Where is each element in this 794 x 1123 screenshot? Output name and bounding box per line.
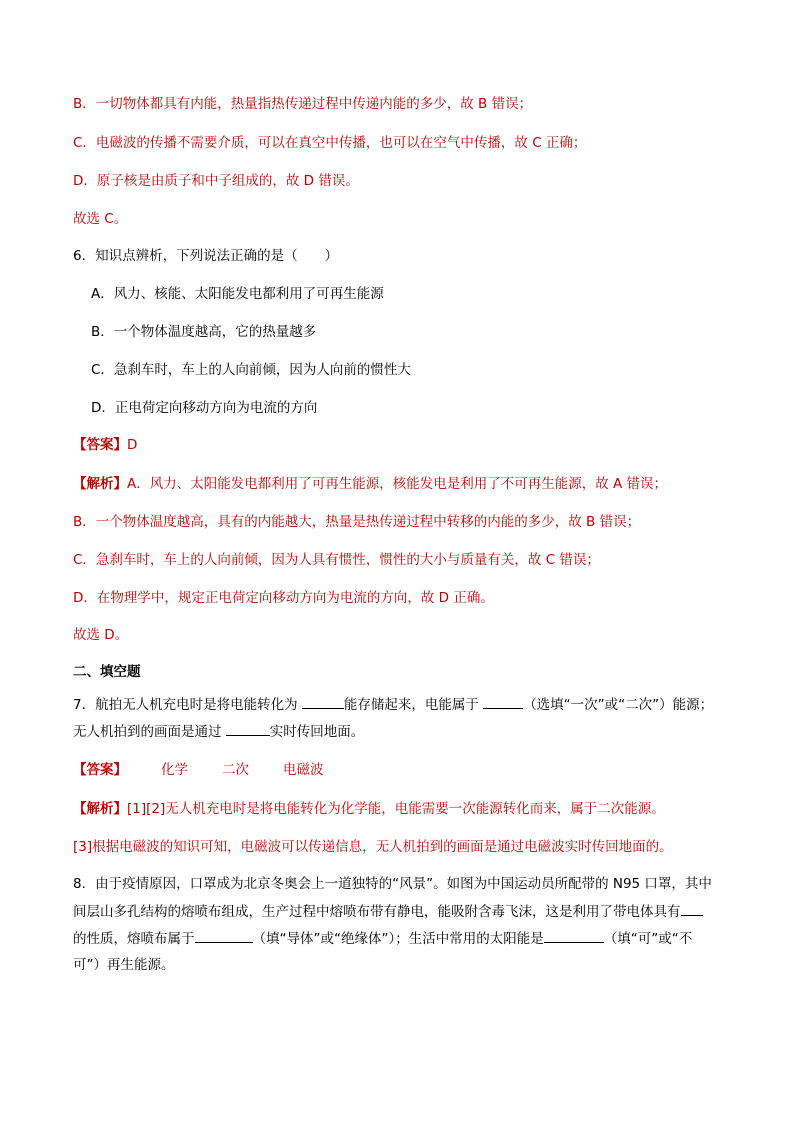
q7-line-2 <box>73 722 364 741</box>
q8-blank-2 <box>195 929 253 943</box>
q8-text: （填“可”或“不 <box>603 931 693 947</box>
q6-option-b: B．一个物体温度越高，它的热量越多 <box>91 324 317 340</box>
answer-2: 二次 <box>222 762 249 778</box>
q7-line-1 <box>73 695 713 714</box>
q6-analysis-d: D．在物理学中，规定正电荷定向移动方向为电流的方向，故 D 正确。 <box>73 590 494 606</box>
q7-text: 实时传回地面。 <box>269 724 365 740</box>
q6-analysis-c: C．急刹车时，车上的人向前倾，因为人具有惯性，惯性的大小与质量有关，故 C 错误； <box>73 552 600 568</box>
q8-text: 间层山多孔结构的熔喷布组成，生产过程中熔喷布带有静电，能吸附含毒飞沫，这是利用了带电体具有 <box>73 904 681 920</box>
q8-text: （填“导体”或“绝缘体”）；生活中常用的太阳能是 <box>252 931 544 947</box>
q7-text: （选填“一次”或“二次”）能源； <box>523 697 714 713</box>
q8-line-2 <box>73 902 703 921</box>
answer-label: 【答案】 <box>73 437 127 453</box>
q8-blank-1 <box>681 902 703 916</box>
q7-text: 能存储起来，电能属于 <box>343 697 484 713</box>
q7-blank-1 <box>302 695 344 709</box>
analysis-label: 【解析】 <box>73 476 127 492</box>
q6-analysis-a <box>73 475 667 493</box>
analysis-text: [1][2]无人机充电时是将电能转化为化学能，电能需要一次能源转化而来，属于二次能源。 <box>127 801 665 817</box>
q7-analysis-2: [3]根据电磁波的知识可知，电磁波可以传递信息，无人机拍到的画面是通过电磁波实时传回地面的。 <box>73 839 673 855</box>
q6-option-c: C．急刹车时，车上的人向前倾，因为人向前的惯性大 <box>91 362 411 378</box>
q7-analysis-1 <box>73 800 665 818</box>
q6-option-d: D．正电荷定向移动方向为电流的方向 <box>91 400 318 416</box>
q6-answer <box>73 436 137 454</box>
answer-value: D <box>127 437 138 453</box>
q7-text: 7．航拍无人机充电时是将电能转化为 <box>73 697 302 713</box>
q6-choice: 故选 D。 <box>73 627 129 643</box>
q6-option-a: A．风力、核能、太阳能发电都利用了可再生能源 <box>91 286 384 302</box>
q5-analysis-b: B．一切物体都具有内能，热量指热传递过程中传递内能的多少，故 B 错误； <box>73 96 533 112</box>
q8-blank-3 <box>544 929 604 943</box>
analysis-label: 【解析】 <box>73 801 127 817</box>
q8-line-3 <box>73 929 692 948</box>
q6-analysis-b: B．一个物体温度越高，具有的内能越大，热量是热传递过程中转移的内能的多少，故 B 错误； <box>73 514 641 530</box>
q8-text: 的性质，熔喷布属于 <box>73 931 195 947</box>
q7-answer <box>73 761 324 779</box>
answer-3: 电磁波 <box>283 762 324 778</box>
q7-text: 无人机拍到的画面是通过 <box>73 724 226 740</box>
q7-blank-2 <box>483 695 523 709</box>
q5-analysis-c: C．电磁波的传播不需要介质，可以在真空中传播，也可以在空气中传播，故 C 正确； <box>73 135 587 151</box>
section-title: 二、填空题 <box>73 664 141 680</box>
q5-choice: 故选 C。 <box>73 211 128 227</box>
q8-line-1: 8．由于疫情原因，口罩成为北京冬奥会上一道独特的“风景”。如图为中国运动员所配带的 N95 口罩，其中 <box>73 876 712 892</box>
q7-blank-3 <box>226 722 270 736</box>
answer-1: 化学 <box>161 762 188 778</box>
q8-line-4: 可”）再生能源。 <box>73 957 175 973</box>
q5-analysis-d: D．原子核是由质子和中子组成的，故 D 错误。 <box>73 173 359 189</box>
answer-label: 【答案】 <box>73 762 127 778</box>
analysis-text: A．风力、太阳能发电都利用了可再生能源，核能发电是利用了不可再生能源，故 A 错误； <box>127 476 668 492</box>
q6-stem: 6．知识点辨析，下列说法正确的是（ ） <box>73 248 339 264</box>
